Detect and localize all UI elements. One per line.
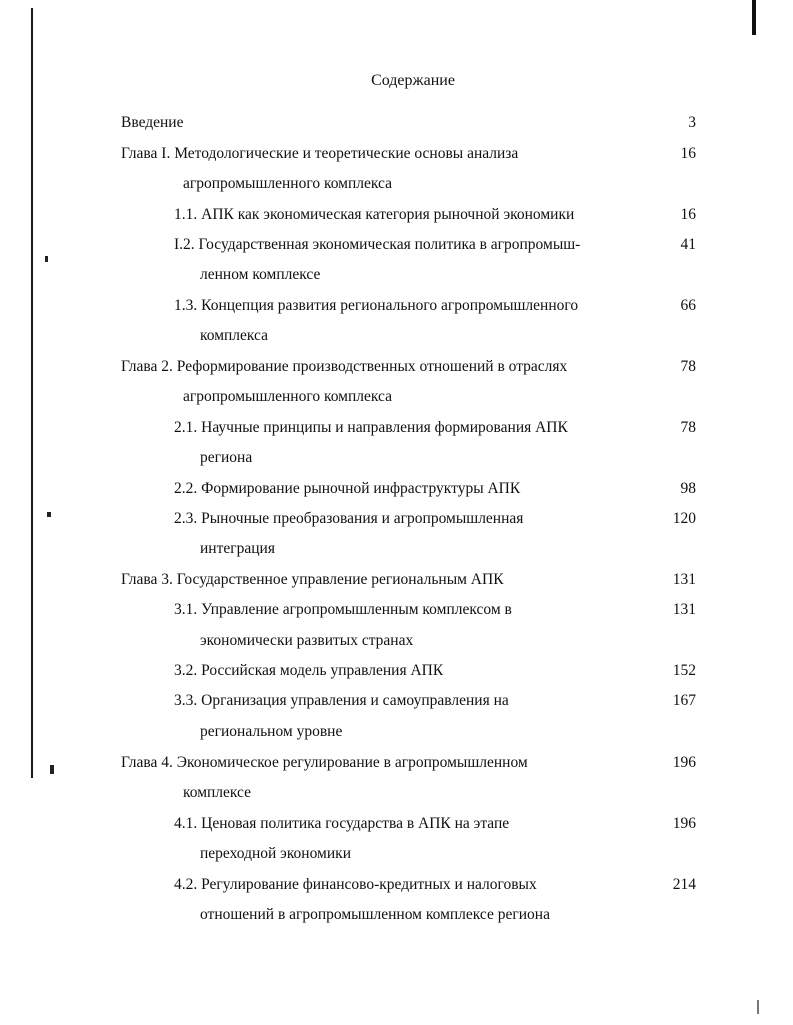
toc-page-number: 3: [688, 114, 696, 131]
toc-entry-title: 4.1. Ценовая политика государства в АПК на этапе: [174, 815, 510, 832]
toc-entry-title: 2.3. Рыночные преобразования и агропромышленная: [174, 510, 524, 527]
toc-entry-title: 3.1. Управление агропромышленным комплексом в: [174, 601, 512, 618]
toc-entry-title: Глава 4. Экономическое регулирование в агропромышленном: [121, 754, 528, 771]
scan-speck: [47, 512, 51, 517]
toc-entry-title: 3.3. Организация управления и самоуправления на: [174, 692, 509, 709]
scan-edge-left: [31, 8, 33, 778]
toc-entry-title: Глава 3. Государственное управление региональным АПК: [121, 571, 504, 588]
toc-page-number: 78: [680, 358, 696, 375]
scan-speck: [45, 256, 48, 262]
toc-entry-title: 2.1. Научные принципы и направления формирования АПК: [174, 419, 568, 436]
toc-entry-title-continued: отношений в агропромышленном комплексе региона: [200, 906, 550, 923]
toc-entry-title: 2.2. Формирование рыночной инфраструктуры АПК: [174, 480, 521, 497]
toc-entry-title: Глава I. Методологические и теоретические основы анализа: [121, 145, 519, 162]
toc-page-number: 131: [672, 571, 696, 588]
toc-entry-title: 3.2. Российская модель управления АПК: [174, 662, 444, 679]
toc-entry-title-continued: комплекса: [200, 327, 269, 344]
toc-page-number: 16: [680, 145, 696, 162]
page-title: Содержание: [371, 72, 455, 89]
toc-entry-title-continued: комплексе: [183, 784, 252, 801]
toc-page-number: 152: [672, 662, 696, 679]
toc-page-number: 16: [680, 206, 696, 223]
toc-entry-title-continued: ленном комплексе: [200, 266, 321, 283]
toc-entry-title: 1.3. Концепция развития регионального агропромышленного: [174, 297, 579, 314]
scan-edge-right: [752, 0, 756, 35]
toc-page-number: 120: [672, 510, 696, 527]
toc-entry-title: Глава 2. Реформирование производственных отношений в отраслях: [121, 358, 568, 375]
toc-entry-title-continued: агропромышленного комплекса: [183, 388, 392, 405]
toc-page-number: 196: [672, 815, 696, 832]
toc-entry-title-continued: региона: [200, 449, 253, 466]
toc-page-number: 78: [680, 419, 696, 436]
toc-entry-title-continued: агропромышленного комплекса: [183, 175, 392, 192]
toc-page-number: 167: [672, 692, 696, 709]
toc-page-number: 66: [680, 297, 696, 314]
toc-entry-title-continued: региональном уровне: [200, 723, 343, 740]
toc-entry-title-continued: экономически развитых странах: [200, 632, 414, 649]
toc-page-number: 196: [672, 754, 696, 771]
toc-entry-title: 1.1. АПК как экономическая категория рыночной экономики: [174, 206, 575, 223]
scan-speck: [50, 765, 54, 774]
toc-entry-title-continued: переходной экономики: [200, 845, 351, 862]
scan-speck: [757, 1000, 759, 1014]
toc-page-number: 41: [680, 236, 696, 253]
toc-entry-title-continued: интеграция: [200, 540, 275, 557]
toc-entry-title: 4.2. Регулирование финансово-кредитных и налоговых: [174, 876, 537, 893]
toc-page-number: 214: [672, 876, 696, 893]
toc-entry-title: Введение: [121, 114, 184, 131]
toc-page-number: 131: [672, 601, 696, 618]
toc-page-number: 98: [680, 480, 696, 497]
toc-entry-title: I.2. Государственная экономическая политика в агропромыш-: [174, 236, 581, 253]
